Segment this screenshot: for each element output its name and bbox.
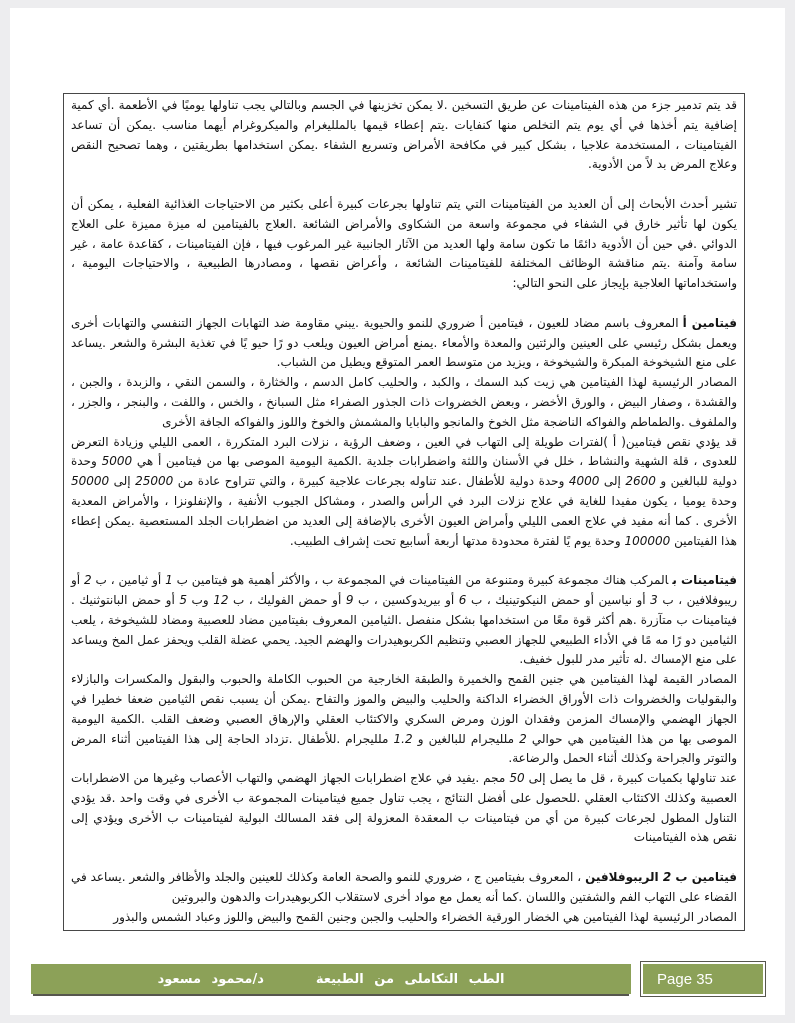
book-title: الطب التكاملى من الطبيعة: [315, 971, 505, 987]
paragraph: [71, 195, 737, 294]
paragraph: [71, 769, 737, 848]
paragraph: [71, 373, 737, 432]
paragraph-text: ، المعروف بفيتامين ج ، ضروري للنمو والصحة العامة وكذلك للعينين والجلد والأظافر والشعر .يساعد في القضاء على التهاب الفم والشفتين واللسان .كما أنه يعمل مع مواد أخرى لاستقلاب الكربوهيدرات والدهون والبروتين: [71, 870, 737, 904]
paragraph-lead: فيتامين ب 2 الريبوفلافين: [585, 870, 737, 885]
paragraph: [71, 433, 737, 552]
paragraph-text: المركب هناك مجموعة كبيرة ومتنوعة من الفيتامينات في المجموعة ب ، والأكثر أهمية هو فيتامين ب 1 أو ثيامين ، ب 2 أو ريبوفلافين ، ب 3 أو نياسين أو حمض النيكوتينيك ، ب 6 أو بيريدوكسين ، ب 9 أو حمض الفوليك ، ب 12 وب 5 أو حمض البانتوثنيك . فيتامينات ب متآزرة .هم أكثر قوة معًا من استخدامها بشكل منفصل .الثيامين المعروف بفيتامين مضاد للعصبية ومضاد للشيخوخة ، يلعب الثيامين دو رًا مه مًا في الأداء الطبيعي للجهاز العصبي وتنظيم الكربوهيدرات والهضم الجيد. يحمي عضلة القلب ويحفز عمل المخ ويساعد على منع الإمساك .له تأثير مدر للبول خفيف.: [71, 573, 737, 667]
paragraph: [71, 868, 737, 908]
paragraph-lead: فيتامينات ب: [672, 573, 738, 588]
paragraph-text: المصادر الرئيسية لهذا الفيتامين هي الخضار الورقية الخضراء والحليب والجبن وجنين القمح والبيض واللوز وعباد الشمس والبذور: [113, 909, 737, 924]
paragraph-text: المعروف باسم مضاد للعيون ، فيتامين أ ضروري للنمو والحيوية .يبني مقاومة ضد التهابات الجهاز التنفسي والتهابات أخرى ويعمل بشكل رئيسي على العينين والرئتين والمعدة والأمعاء .يمنع أمراض العيون ويلعب دو رًا حيو يًا في تغذية البشرة والشعر .يساعد على منع الشيخوخة المبكرة والشيخوخة ، ويزيد من متوسط العمر المتوقع ويطيل من الشباب.: [71, 315, 737, 370]
document-page: [10, 8, 785, 1015]
paragraph: [71, 571, 737, 670]
paragraph: [71, 908, 737, 928]
author-name: د/محمود مسعود: [157, 971, 264, 987]
paragraph-text: عند تناولها بكميات كبيرة ، قل ما يصل إلى 50 مجم .يفيد في علاج اضطرابات الجهاز الهضمي والتهاب الأعصاب وغيرها من الاضطرابات العصبية وكذلك الاكتئاب العقلي .للحصول على أفضل النتائج ، يجب تناول جميع فيتامينات المجموعة ب الأخرى في وقت واحد .قد يؤدي التناول المطول لجرعات كبيرة من أي من فيتامينات ب المعقدة المعزولة إلى فقد المسالك البولية لفيتامينات ب الأخرى ويؤدي إلى نقص هذه الفيتامينات: [71, 771, 737, 845]
page-footer: [31, 955, 766, 1003]
paragraph: [71, 314, 737, 373]
paragraph: [71, 96, 737, 175]
paragraph-text: قد يؤدي نقص فيتامين( أ )لفترات طويلة إلى التهاب في العين ، وضعف الرؤية ، نزلات البرد المتكررة ، العمى الليلي وزيادة التعرض للعدوى ، قلة الشهية والنشاط ، خلل في الأسنان واللثة واضطرابات جلدية .الكمية اليومية الموصى بها من فيتامين أ هي 5000 وحدة دولية للبالغين و 2600 إلى 4000 وحدة دولية للأطفال .عند تناوله بجرعات علاجية كبيرة ، والتي تتراوح عادة من 25000 إلى 50000 وحدة يوميا ، يكون مفيدا للغاية في علاج نزلات البرد في الرأس والصدر ، ومشاكل الجيوب الأنفية ، والإنفلونزا ، والأمراض المعدية الأخرى . كما أنه مفيد في علاج العمى الليلي وأمراض العيون الأخرى بالإضافة إلى العديد من اضطرابات الجلد المستعصية .يمكن إعطاء هذا الفيتامين 100000 وحدة يوم يًا لفترة محدودة مدتها أربعة أسابيع تحت إشراف الطبيب.: [71, 434, 737, 548]
page-number-box: [640, 961, 766, 997]
paragraph-text: قد يتم تدمير جزء من هذه الفيتامينات عن طريق التسخين .لا يمكن تخزينها في الجسم وبالتالي يجب تناولها يوميًا في الأطعمة .أي كمية إضافية يتم أخذها في أي يوم يتم التخلص منها كنفايات .يتم إعطاء قيمها بالملليغرام والميكروغرام أيهما مناسب .يمكن أن تساعد الفيتامينات ، المستخدمة علاجيا ، بشكل كبير في مكافحة الأمراض وتسريع الشفاء .يمكن استخدامها بطريقتين ، وهما تصحيح النقص وعلاج المرض بد لاً من الأدوية.: [71, 98, 737, 172]
footer-title-bar: [31, 964, 631, 994]
paragraph-text: تشير أحدث الأبحاث إلى أن العديد من الفيتامينات التي يتم تناولها بجرعات كبيرة أعلى بكثير من الاحتياجات الغذائية الفعلية ، يمكن أن يكون لها تأثير خارق في الشفاء في مجموعة واسعة من الشكاوى والأمراض الشائعة .العلاج بالفيتامين له ميزة مميزة على العلاج الدوائي .في حين أن الأدوية دائمًا ما تكون سامة ولها العديد من الآثار الجانبية غير المرغوب فيها ، فإن الفيتامينات ، كقاعدة عامة ، غير سامة وآمنة .يتم مناقشة الوظائف المختلفة للفيتامينات الشائعة ، وأعراض نقصها ، ومصادرها الطبيعية ، والاحتياجات اليومية ، واستخداماتها العلاجية بإيجاز على النحو التالي:: [71, 196, 737, 291]
text-frame: [63, 93, 745, 931]
paragraph-text: المصادر الرئيسية لهذا الفيتامين هي زيت كبد السمك ، والكبد ، والحليب كامل الدسم ، والخثارة ، والسمن النقي ، والزبدة ، والجبن ، والقشدة ، وصفار البيض ، والورق الأخضر ، وبعض الخضروات ذات الجذور الصفراء مثل السبانخ ، والخس ، واللفت ، والبنجر ، والجزر ، والملفوف .والطماطم والفواكه الناضجة مثل الخوخ والمانجو والبابايا والمشمش والخوخ واللوز والفواكه الجافة الأخرى: [71, 375, 737, 429]
paragraph-text: المصادر القيمة لهذا الفيتامين هي جنين القمح والخميرة والطبقة الخارجية من الحبوب الكاملة والحبوب والبقول والمكسرات والبازلاء والبقوليات والخضروات ذات الأوراق الخضراء الداكنة والحليب والبيض والموز والتفاح .يمكن أن يسبب نقص الثيامين ضعفا خطيرا في الجهاز الهضمي والإمساك المزمن وفقدان الوزن ومرض السكري والاكتئاب العقلي والإرهاق العصبي وضعف القلب .الكمية اليومية الموصى بها من هذا الفيتامين هي حوالي 2 ملليجرام للبالغين و 1.2 ملليجرام .للأطفال .تزداد الحاجة إلى هذا الفيتامين أثناء المرض والتوتر والجراحة وكذلك أثناء الحمل والرضاعة.: [71, 672, 737, 766]
paragraph: [71, 670, 737, 769]
page-number-fill: [643, 964, 763, 994]
page-number: Page 35: [657, 970, 713, 988]
paragraph-lead: فيتامين أ: [682, 315, 738, 330]
